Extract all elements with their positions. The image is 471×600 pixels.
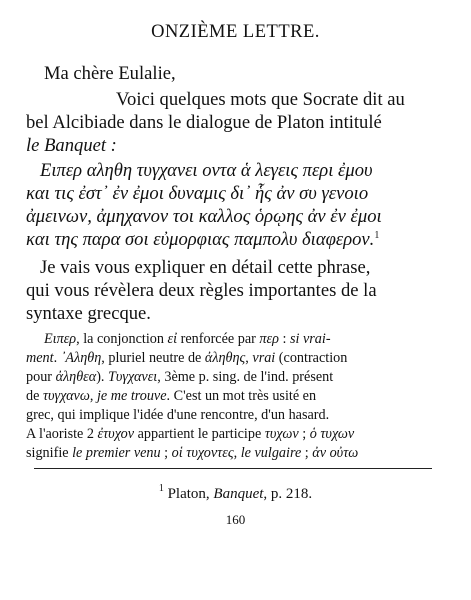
intro-line-3: le Banquet : — [26, 135, 117, 156]
footnote-work-title: Banquet — [213, 486, 264, 502]
greek-word: ἀληθης — [204, 350, 246, 366]
greek-word: Τυγχανει — [108, 369, 158, 385]
note-text: pour — [26, 369, 56, 385]
note-text: , — [233, 445, 241, 461]
notes-line-3 — [26, 369, 333, 386]
greek-word: ᾽Αληθη — [60, 350, 102, 366]
greek-word: ἀν οὐτω — [312, 445, 359, 461]
page-number: 160 — [225, 512, 246, 527]
greek-word: ἐτυχον — [97, 426, 135, 442]
note-italic: vrai — [252, 350, 276, 366]
note-text: signifie — [26, 445, 73, 461]
greek-quote-line-3: ἀμεινων, ἀμηχανον τοι καλλος ὁρῳης ἀν ἐν ἐμοι — [26, 206, 382, 227]
note-text: ; — [298, 426, 310, 442]
para2-line-2: qui vous révèlera deux règles importantes de la — [26, 280, 377, 301]
note-text: ; — [301, 445, 313, 461]
notes-line-6 — [26, 426, 354, 443]
note-text: . — [53, 350, 61, 366]
intro-line-2: bel Alcibiade dans le dialogue de Platon intitulé — [26, 112, 382, 133]
note-text: . C'est un mot très usité en — [166, 388, 317, 404]
note-italic: si vrai- — [289, 331, 331, 347]
para2-line-1: Je vais vous expliquer en détail cette phrase, — [40, 257, 371, 278]
note-italic: le vulgaire — [240, 445, 302, 461]
note-text: ; — [160, 445, 172, 461]
notes-line-7 — [26, 445, 358, 462]
note-italic: le premier venu — [72, 445, 161, 461]
greek-word: τυχων — [264, 426, 299, 442]
greek-word: εἰ — [167, 331, 178, 347]
note-text: A l'aoriste 2 — [26, 426, 98, 442]
note-text: appartient le participe — [134, 426, 265, 442]
note-italic: je me trouve — [96, 388, 167, 404]
greek-word: οἱ τυχοντες — [171, 445, 234, 461]
footnote-mark: 1 — [158, 483, 164, 494]
note-text: , 3ème p. sing. de l'ind. présent — [157, 369, 334, 385]
notes-line-1 — [44, 331, 331, 348]
note-text: : — [278, 331, 290, 347]
greek-word: ὁ τυχων — [309, 426, 355, 442]
note-text: renforcée par — [177, 331, 260, 347]
greek-quote-line-1: Ειπερ αληθη τυγχανει οντα ἁ λεγεις περι ἐμου — [40, 160, 373, 181]
note-italic: ment — [26, 350, 54, 366]
note-text: , pluriel neutre de — [101, 350, 205, 366]
footnote-text-end: , p. 218. — [263, 486, 313, 502]
intro-line-1: Voici quelques mots que Socrate dit au — [116, 89, 405, 110]
note-text: , — [89, 388, 97, 404]
note-text: , la conjonction — [76, 331, 168, 347]
greek-quote-line-4 — [26, 229, 379, 251]
greek-quote-line-2: και τις ἐστ᾽ ἐν ἐμοι δυναμις δι᾽ ἧς ἀν συ γενοιο — [26, 183, 369, 204]
notes-line-2 — [26, 350, 347, 367]
footnote-text: Platon, — [163, 486, 214, 502]
footnote-reference: 1 — [374, 230, 380, 241]
greek-word: Ειπερ — [44, 331, 77, 347]
note-text: ). — [96, 369, 109, 385]
greek-word: περ — [259, 331, 279, 347]
notes-line-5: grec, qui implique l'idée d'une rencontre, d'un hasard. — [26, 407, 330, 423]
footnote-divider — [34, 468, 432, 469]
note-text: , — [245, 350, 253, 366]
footnote — [0, 483, 471, 503]
notes-line-4 — [26, 388, 316, 405]
note-text: de — [26, 388, 43, 404]
greek-quote-line-4-text: και της παρα σοι εὐμορφιας παμπολυ διαφερον. — [26, 229, 375, 250]
page-title: ONZIÈME LETTRE. — [151, 22, 320, 42]
note-text: (contraction — [275, 350, 348, 366]
salutation: Ma chère Eulalie, — [44, 63, 176, 84]
greek-word: τυγχανω — [42, 388, 90, 404]
greek-word: ἀληθεα — [55, 369, 97, 385]
para2-line-3: syntaxe grecque. — [26, 303, 151, 324]
